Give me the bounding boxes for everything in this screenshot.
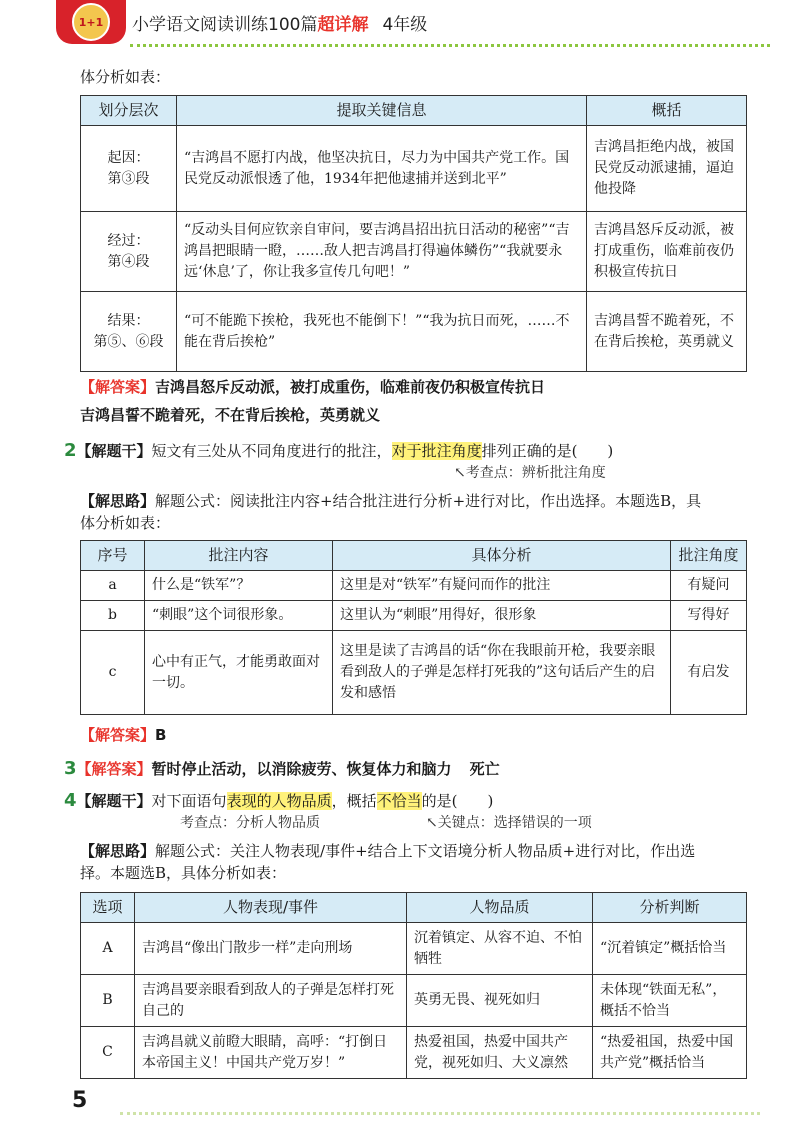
analysis-cell: 这里是读了吉鸿昌的话“你在我眼前开枪，我要亲眼看到敌人的子弹是怎样打死我的”这句话后产生的启发和感悟 bbox=[333, 631, 671, 715]
answer-value: B bbox=[155, 726, 167, 744]
level-cell bbox=[81, 126, 177, 212]
question-number: 2 bbox=[64, 440, 77, 461]
table-header-row bbox=[81, 541, 747, 571]
note-text: 考查点：辨析批注角度 bbox=[465, 465, 606, 481]
question-number: 4 bbox=[64, 790, 77, 811]
id-cell: c bbox=[81, 631, 145, 715]
answer-1 bbox=[80, 376, 545, 397]
reasoning-2 bbox=[80, 490, 770, 512]
question-4 bbox=[64, 790, 493, 812]
table-row bbox=[81, 975, 747, 1027]
level-label: 经过： bbox=[107, 232, 150, 249]
level-label: 结果： bbox=[107, 312, 150, 329]
answer-line-2: 吉鸿昌誓不跪着死，不在背后挨枪，英勇就义 bbox=[80, 406, 381, 424]
table-header: 提取关键信息 bbox=[177, 96, 587, 126]
level-paragraph: 第⑤、⑥段 bbox=[93, 333, 164, 350]
table-header: 分析判断 bbox=[593, 893, 747, 923]
level-label: 起因： bbox=[107, 149, 150, 166]
option-cell: C bbox=[81, 1027, 135, 1079]
judge-cell: “沉着镇定”概括恰当 bbox=[593, 923, 747, 975]
table-header: 批注内容 bbox=[145, 541, 333, 571]
content-cell: 心中有正气，才能勇敢面对一切。 bbox=[145, 631, 333, 715]
summary-cell: 吉鸿昌拒绝内战，被国民党反动派逮捕，逼迫他投降 bbox=[587, 126, 747, 212]
table-header: 概括 bbox=[587, 96, 747, 126]
table-row bbox=[81, 212, 747, 292]
table-row bbox=[81, 126, 747, 212]
event-cell: 吉鸿昌“像出门散步一样”走向刑场 bbox=[135, 923, 407, 975]
page-header bbox=[0, 0, 800, 50]
level-paragraph: 第③段 bbox=[107, 170, 150, 187]
exam-point-note: 考查点：分析人物品质 bbox=[180, 815, 320, 831]
angle-cell: 写得好 bbox=[671, 601, 747, 631]
exam-point-note bbox=[454, 462, 606, 482]
id-cell: a bbox=[81, 571, 145, 601]
reasoning-tag: 【解思路】 bbox=[80, 842, 156, 860]
stem-tag: 【解题干】 bbox=[76, 792, 152, 810]
analysis-cell: 这里是对“铁军”有疑问而作的批注 bbox=[333, 571, 671, 601]
option-cell: A bbox=[81, 923, 135, 975]
table-header: 人物表现/事件 bbox=[135, 893, 407, 923]
stem-text-end: 的是( ) bbox=[421, 792, 494, 810]
answer-line-1: 吉鸿昌怒斥反动派，被打成重伤，临难前夜仍积极宣传抗日 bbox=[155, 378, 546, 396]
answer-value: 暂时停止活动，以消除疲劳、恢复体力和脑力 bbox=[151, 760, 452, 778]
info-cell: “吉鸿昌不愿打内战，他坚决抗日，尽力为中国共产党工作。国民党反动派恨透了他，1934年把他逮捕并送到北平” bbox=[177, 126, 587, 212]
reasoning-4-line-2: 择。本题选B，具体分析如表： bbox=[80, 864, 287, 882]
book-logo bbox=[56, 0, 126, 44]
stem-highlight: 表现的人物品质 bbox=[226, 792, 332, 810]
quality-cell: 沉着镇定、从容不迫、不怕牺牲 bbox=[407, 923, 593, 975]
analysis-cell: 这里认为“刺眼”用得好，很形象 bbox=[333, 601, 671, 631]
quality-table bbox=[80, 892, 747, 1079]
table-header: 选项 bbox=[81, 893, 135, 923]
stem-text-end: 排列正确的是( ) bbox=[481, 442, 614, 460]
table-row bbox=[81, 292, 747, 372]
header-divider bbox=[130, 44, 770, 47]
structure-table bbox=[80, 95, 747, 372]
intro-line: 体分析如表： bbox=[80, 68, 171, 86]
reasoning-tag: 【解思路】 bbox=[80, 492, 156, 510]
reasoning-text: 解题公式：阅读批注内容+结合批注进行分析+进行对比，作出选择。本题选B，具 bbox=[155, 492, 702, 510]
stem-tag: 【解题干】 bbox=[76, 442, 152, 460]
content-cell: 什么是“铁军”？ bbox=[145, 571, 333, 601]
reasoning-2-line-2: 体分析如表： bbox=[80, 514, 171, 532]
stem-text: 对下面语句 bbox=[151, 792, 227, 810]
event-cell: 吉鸿昌就义前瞪大眼睛，高呼：“打倒日本帝国主义！中国共产党万岁！” bbox=[135, 1027, 407, 1079]
note-text: 关键点：选择错误的一项 bbox=[437, 815, 592, 831]
reasoning-text: 解题公式：关注人物表现/事件+结合上下文语境分析人物品质+进行对比，作出选 bbox=[155, 842, 696, 860]
angle-cell: 有疑问 bbox=[671, 571, 747, 601]
summary-cell: 吉鸿昌怒斥反动派，被打成重伤，临难前夜仍积极宣传抗日 bbox=[587, 212, 747, 292]
question-3 bbox=[64, 758, 500, 779]
table-row bbox=[81, 631, 747, 715]
event-cell: 吉鸿昌要亲眼看到敌人的子弹是怎样打死自己的 bbox=[135, 975, 407, 1027]
answer-tag: 【解答案】 bbox=[80, 726, 156, 744]
note-arrow-icon: ↖ bbox=[454, 465, 466, 481]
table-header: 划分层次 bbox=[81, 96, 177, 126]
table-header: 序号 bbox=[81, 541, 145, 571]
answer-2 bbox=[80, 724, 166, 745]
quality-cell: 热爱祖国，热爱中国共产党，视死如归、大义凛然 bbox=[407, 1027, 593, 1079]
table-header: 具体分析 bbox=[333, 541, 671, 571]
judge-cell: 未体现“铁面无私”，概括不恰当 bbox=[593, 975, 747, 1027]
reasoning-4 bbox=[80, 840, 770, 862]
table-header: 批注角度 bbox=[671, 541, 747, 571]
level-cell bbox=[81, 292, 177, 372]
book-title-highlight: 超详解 bbox=[317, 15, 369, 35]
question-number: 3 bbox=[64, 758, 77, 779]
angle-cell: 有启发 bbox=[671, 631, 747, 715]
judge-cell: “热爱祖国，热爱中国共产党”概括恰当 bbox=[593, 1027, 747, 1079]
info-cell: “反动头目何应钦亲自审问，要吉鸿昌招出抗日活动的秘密”“吉鸿昌把眼睛一瞪，……敌人把吉鸿昌打得遍体鳞伤”“我就要永远‘休息’了，你让我多宣传几句吧！” bbox=[177, 212, 587, 292]
table-header: 人物品质 bbox=[407, 893, 593, 923]
table-row bbox=[81, 1027, 747, 1079]
stem-text-mid: ，概括 bbox=[331, 792, 377, 810]
key-point-note bbox=[426, 812, 592, 832]
option-cell: B bbox=[81, 975, 135, 1027]
answer-tag: 【解答案】 bbox=[80, 378, 156, 396]
table-row bbox=[81, 601, 747, 631]
annotation-table bbox=[80, 540, 747, 715]
content-cell: “刺眼”这个词很形象。 bbox=[145, 601, 333, 631]
page-number: 5 bbox=[72, 1088, 88, 1113]
book-title bbox=[132, 10, 427, 35]
question-2 bbox=[64, 440, 613, 462]
answer-tag: 【解答案】 bbox=[76, 760, 152, 778]
quality-cell: 英勇无畏、视死如归 bbox=[407, 975, 593, 1027]
book-title-main: 小学语文阅读训练100篇 bbox=[132, 15, 318, 35]
note-arrow-icon: ↖ bbox=[426, 815, 438, 831]
grade-label: 4年级 bbox=[382, 15, 428, 35]
id-cell: b bbox=[81, 601, 145, 631]
stem-text: 短文有三处从不同角度进行的批注， bbox=[151, 442, 392, 460]
summary-cell: 吉鸿昌誓不跪着死，不在背后挨枪，英勇就义 bbox=[587, 292, 747, 372]
stem-highlight: 对于批注角度 bbox=[391, 442, 482, 460]
table-row bbox=[81, 923, 747, 975]
answer-value-2: 死亡 bbox=[469, 760, 500, 778]
table-header-row bbox=[81, 893, 747, 923]
table-header-row bbox=[81, 96, 747, 126]
logo-badge: 1+1 bbox=[72, 3, 110, 41]
table-row bbox=[81, 571, 747, 601]
level-paragraph: 第④段 bbox=[107, 253, 150, 270]
stem-highlight-2: 不恰当 bbox=[376, 792, 422, 810]
footer-divider bbox=[120, 1112, 760, 1115]
info-cell: “可不能跪下挨枪，我死也不能倒下！”“我为抗日而死，……不能在背后挨枪” bbox=[177, 292, 587, 372]
level-cell bbox=[81, 212, 177, 292]
